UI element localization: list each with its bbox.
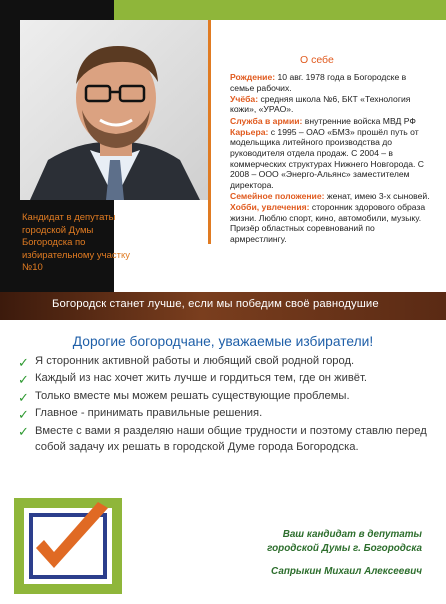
appeal-item-text: Я сторонник активной работы и любящий свой родной город. [35,355,355,367]
about-study [230,94,430,115]
about-hobby-text: сторонник здорового образа жизни. Люблю спорт, кино, автомобили, музыку. Призёр областных соревнований по армрестлингу. [230,202,426,244]
appeal-item [18,405,438,422]
checkmark-icon: ✓ [18,389,29,405]
about-title: О себе [300,54,334,66]
appeal-item-text: Главное - принимать правильные решения. [35,407,263,420]
appeal-item-text: Только вместе мы можем решать существующие проблемы. [35,389,350,402]
about-army-label: Служба в армии: [230,115,303,126]
about-family-label: Семейное положение: [230,190,325,201]
green-header-strip [114,0,446,20]
appeal-item [18,423,438,455]
candidate-caption: Кандидат в депутаты городской Думы Богородска по избирательному участку №10 [22,212,131,274]
appeal-item-text: Вместе с вами я разделяю наши общие трудности и поэтому ставлю перед собой задачу их решать в городской Думе города Богородска. [35,424,427,453]
appeal-item [18,388,438,405]
footer-line-1: Ваш кандидат в депутаты [282,529,422,540]
about-family [230,191,430,202]
checkmark-icon: ✓ [18,423,29,439]
orange-divider [208,20,211,244]
about-study-text: средняя школа №6, БКТ «Технология кожи», «УРАО». [230,93,411,115]
footer-signature [267,528,422,579]
appeal-item [18,353,438,370]
checkbox-logo-icon [10,494,126,598]
checkmark-icon: ✓ [18,355,29,370]
about-section [230,72,430,245]
about-hobby-label: Хобби, увлечения: [230,202,310,213]
about-study-label: Учёба: [230,93,259,104]
about-army [230,116,430,127]
about-birth-label: Рождение: [230,72,276,82]
about-birth-text: 10 авг. 1978 года в Богородске в семье рабочих. [230,72,407,93]
about-family-text: женат, имею 3-х сыновей. [324,190,430,201]
appeal-item-text: Каждый из нас хочет жить лучше и гордиться тем, где он живёт. [35,372,367,385]
about-birth [230,72,430,93]
about-career-label: Карьера: [230,126,269,137]
checkmark-icon: ✓ [18,372,29,388]
candidate-name: Сапрыкин Михаил Алексеевич [270,566,422,577]
about-army-text: внутренние войска МВД РФ [302,115,416,126]
greeting-heading: Дорогие богородчане, уважаемые избиратели! [72,334,374,349]
appeal-item [18,370,438,387]
footer-line-2: городской Думы г. Богородска [267,542,422,554]
checkmark-icon: ✓ [18,407,29,423]
about-career [230,127,430,191]
appeal-list [18,353,438,455]
about-career-text: с 1995 – ОАО «БМЗ» прошёл путь от модельщика литейного производства до руководителя отдела продаж. С 2004 – в коммерческих структурах Нижнего Новгорода. С 2008 – ООО «Энерго-Альянс» заместителем директора. [230,126,424,190]
about-hobby [230,202,430,244]
slogan-text: Богородск станет лучше, если мы победим своё равнодушие [52,298,379,310]
candidate-photo [20,20,210,200]
